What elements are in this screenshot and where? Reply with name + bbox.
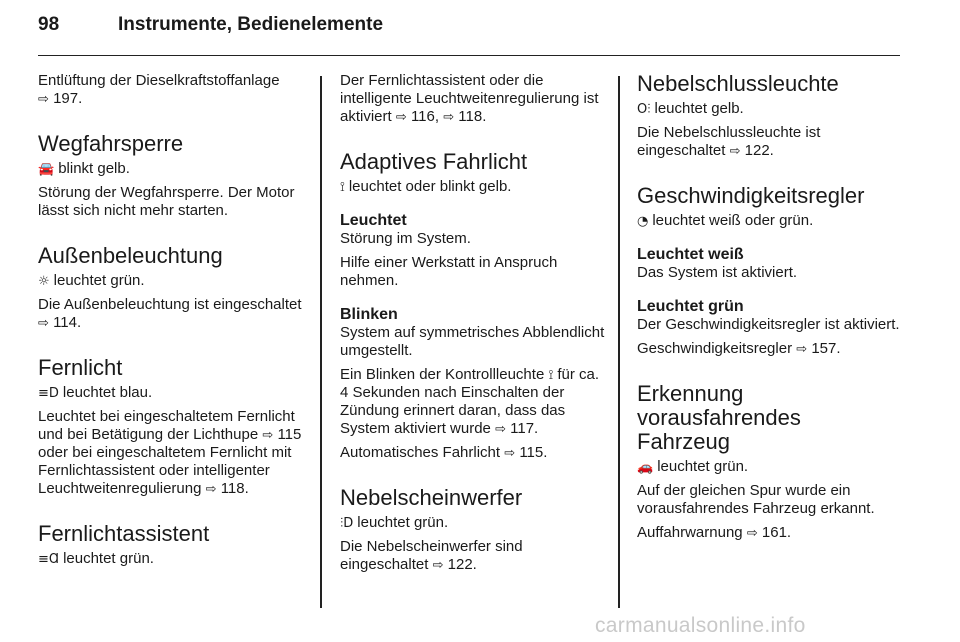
page-ref[interactable]: 122. <box>447 556 477 573</box>
watermark: carmanualsonline.info <box>595 614 806 637</box>
intro-paragraph <box>340 72 608 126</box>
status-nebelscheinwerfer <box>340 514 608 532</box>
text-leuchtet-2: Hilfe einer Werkstatt in Anspruch nehmen. <box>340 254 558 289</box>
ref-arrow-icon: ⇨ <box>395 109 407 124</box>
text-fernlicht <box>38 408 306 498</box>
page-ref[interactable]: 157. <box>811 340 841 357</box>
status-geschwindigkeitsregler <box>637 212 905 230</box>
vehicle-ahead-icon: 🚗 <box>637 460 654 475</box>
body-text: Leuchtet bei eingeschaltetem Fernlicht und bei Betätigung der Lichthupe <box>38 408 295 443</box>
text-blinken-2 <box>340 366 608 438</box>
adaptive-light-icon: ⟟ <box>340 180 345 195</box>
page-ref[interactable]: 118. <box>220 480 249 497</box>
status-nebelschlussleuchte <box>637 100 905 118</box>
text-leuchtet-weiss: Das System ist aktiviert. <box>637 264 798 281</box>
text-leuchtet-gruen: Der Geschwindigkeitsregler ist aktiviert. <box>637 316 900 333</box>
body-text: Die Außenbeleuchtung ist eingeschaltet <box>38 296 302 313</box>
page-title: Instrumente, Bedienelemente <box>118 14 384 35</box>
ref-arrow-icon: ⇨ <box>262 427 274 442</box>
high-beam-icon: ≡D <box>38 386 59 401</box>
page-ref[interactable]: 114. <box>53 314 82 331</box>
body-text: für ca. 4 Sekunden nach Einschalten der Zündung erinnert daran, dass das System aktiviert wurde <box>340 366 599 437</box>
ref-arrow-icon: ⇨ <box>504 445 516 460</box>
status-text: leuchtet gelb. <box>654 100 744 117</box>
status-wegfahrsperre <box>38 160 306 178</box>
column-2 <box>340 72 608 580</box>
page-ref[interactable]: 116, <box>410 108 440 125</box>
subheading-leuchtet: Leuchtet <box>340 212 407 229</box>
status-text: leuchtet grün. <box>53 272 145 289</box>
body-text: Die Nebelscheinwerfer sind eingeschaltet <box>340 538 523 573</box>
text-automatisches-fahrlicht <box>340 444 608 462</box>
heading-adaptives-fahrlicht: Adaptives Fahrlicht <box>340 149 528 174</box>
column-3 <box>637 72 905 548</box>
adaptive-light-icon: ⟟ <box>548 368 554 383</box>
text-erkennung: Auf der gleichen Spur wurde ein vorausfahrendes Fahrzeug erkannt. <box>637 482 875 517</box>
status-adaptives-fahrlicht <box>340 178 608 196</box>
heading-geschwindigkeitsregler: Geschwindigkeitsregler <box>637 183 865 208</box>
subheading-leuchtet-gruen: Leuchtet grün <box>637 298 744 315</box>
ref-arrow-icon: ⇨ <box>796 341 808 356</box>
column-divider-2 <box>618 76 620 608</box>
status-aussenbeleuchtung <box>38 272 306 290</box>
high-beam-assist-icon: ≡Ɑ <box>38 552 60 567</box>
page-ref[interactable]: 197. <box>53 90 83 107</box>
ref-arrow-icon: ⇨ <box>432 557 444 572</box>
immobilizer-icon: 🚘 <box>38 162 55 177</box>
page-ref[interactable]: 122. <box>744 142 774 159</box>
status-text: leuchtet blau. <box>62 384 153 401</box>
status-text: leuchtet oder blinkt gelb. <box>348 178 512 195</box>
rear-fog-light-icon: O⫶ <box>637 102 651 117</box>
heading-nebelscheinwerfer: Nebelscheinwerfer <box>340 485 523 510</box>
heading-line: vorausfahrendes <box>637 405 801 430</box>
header-divider <box>38 55 900 56</box>
heading-aussenbeleuchtung: Außenbeleuchtung <box>38 243 223 268</box>
text-auffahrwarnung <box>637 524 905 542</box>
exterior-light-icon: ☼ <box>38 274 50 289</box>
ref-arrow-icon: ⇨ <box>729 143 741 158</box>
text-blinken-1: System auf symmetrisches Abblendlicht umgestellt. <box>340 324 605 359</box>
ref-arrow-icon: ⇨ <box>495 421 506 436</box>
heading-wegfahrsperre: Wegfahrsperre <box>38 131 184 156</box>
heading-nebelschlussleuchte: Nebelschlussleuchte <box>637 71 839 96</box>
column-divider-1 <box>320 76 322 608</box>
intro-text: Entlüftung der Dieselkraftstoffanlage <box>38 72 280 89</box>
heading-line: Erkennung <box>637 381 744 406</box>
ref-arrow-icon: ⇨ <box>443 109 455 124</box>
fog-light-icon: ⫶D <box>340 516 354 531</box>
text-aussenbeleuchtung <box>38 296 306 332</box>
text-geschwindigkeitsregler-ref <box>637 340 905 358</box>
body-text: Der Fernlichtassistent oder die intelligente Leuchtweitenregulierung ist aktiviert <box>340 72 599 125</box>
page-ref[interactable]: 161. <box>761 524 792 541</box>
text-nebelschlussleuchte <box>637 124 905 160</box>
text-leuchtet-1: Störung im System. <box>340 230 471 247</box>
status-text: leuchtet grün. <box>657 458 749 475</box>
heading-line: Fahrzeug <box>637 429 730 454</box>
body-text: Ein Blinken der Kontrollleuchte <box>340 366 545 383</box>
page-ref[interactable]: 115. <box>519 444 548 461</box>
status-text: leuchtet grün. <box>357 514 449 531</box>
body-text: Die Nebelschlussleuchte ist eingeschaltet <box>637 124 821 159</box>
heading-erkennung <box>637 382 905 454</box>
ref-arrow-icon: ⇨ <box>38 91 49 106</box>
ref-arrow-icon: ⇨ <box>38 315 49 330</box>
ref-arrow-icon: ⇨ <box>746 525 758 540</box>
page-header <box>38 14 383 36</box>
status-erkennung <box>637 458 905 476</box>
status-text: leuchtet grün. <box>63 550 154 567</box>
status-fernlichtassistent <box>38 550 306 568</box>
status-fernlicht <box>38 384 306 402</box>
subheading-leuchtet-weiss: Leuchtet weiß <box>637 246 744 263</box>
body-text: Auffahrwarnung <box>637 524 743 541</box>
heading-fernlichtassistent: Fernlichtassistent <box>38 521 210 546</box>
page-ref[interactable]: 115 oder bei eingeschaltetem Fernlicht mit Fernlichtassistent oder intelligenter Leuchtweitenregulierung <box>38 426 302 497</box>
body-text: Geschwindigkeitsregler <box>637 340 793 357</box>
page-ref[interactable]: 117. <box>510 420 539 437</box>
body-text: Automatisches Fahrlicht <box>340 444 501 461</box>
heading-fernlicht: Fernlicht <box>38 355 123 380</box>
status-text: leuchtet weiß oder grün. <box>652 212 814 229</box>
cruise-control-icon: ◔ <box>637 214 649 229</box>
page-number: 98 <box>38 14 60 35</box>
text-wegfahrsperre: Störung der Wegfahrsperre. Der Motor lässt sich nicht mehr starten. <box>38 184 295 219</box>
intro-paragraph <box>38 72 306 108</box>
text-nebelscheinwerfer <box>340 538 608 574</box>
page-ref[interactable]: 118. <box>458 108 487 125</box>
column-1 <box>38 72 306 574</box>
subheading-blinken: Blinken <box>340 306 398 323</box>
ref-arrow-icon: ⇨ <box>205 481 217 496</box>
status-text: blinkt gelb. <box>58 160 130 177</box>
